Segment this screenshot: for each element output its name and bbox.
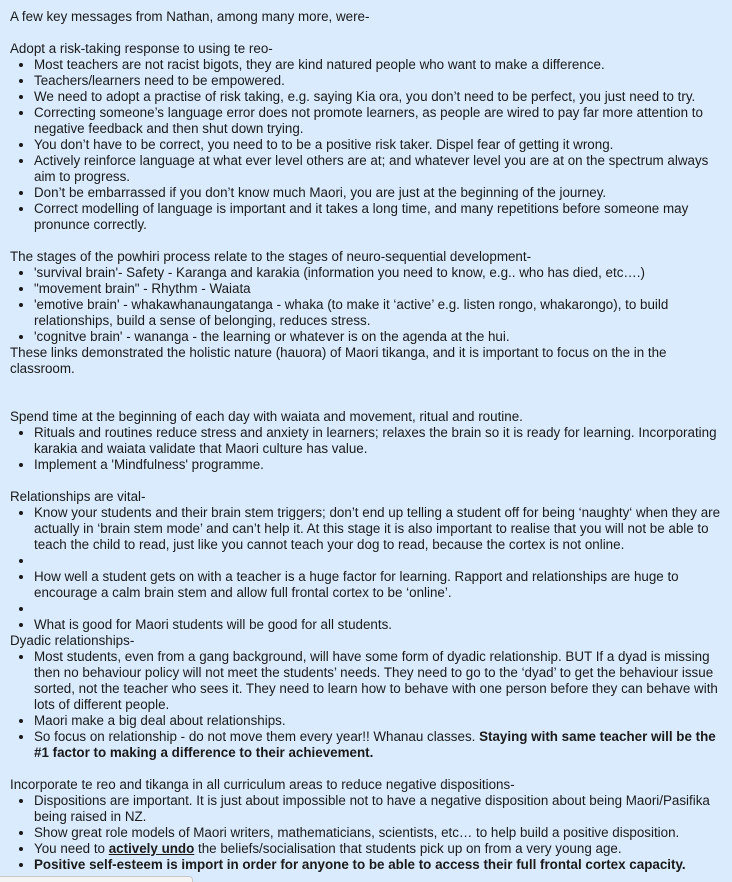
list-item: [34, 729, 726, 761]
list-item: • We need to adopt a practise of risk taking, e.g. saying Kia ora, you don’t need to be perfect, you just need to try.: [34, 89, 726, 105]
list-item-text: So focus on relationship - do not move them every year!! Whanau classes.: [34, 729, 480, 744]
underlined-emphasis: actively undo: [108, 841, 195, 856]
risk-taking-list: [10, 57, 726, 233]
list-item: • Most teachers are not racist bigots, they are kind natured people who want to make a difference.: [34, 57, 726, 73]
list-item: • 'cognitve brain' - wananga - the learning or whatever is on the agenda at the hui.: [34, 329, 726, 345]
ritual-list: [10, 425, 726, 473]
section-heading-dyadic: Dyadic relationships-: [10, 633, 135, 648]
list-item: • 'emotive brain' - whakawhanaungatanga - whaka (to make it ‘active’ e.g. listen rongo, whakarongo), to build relationships, build a sense of belonging, reduces stress.: [34, 297, 726, 329]
list-item: • Correct modelling of language is important and it takes a long time, and many repetitions before someone may pronunce correctly.: [34, 201, 726, 233]
document-body: [10, 9, 726, 873]
curriculum-list: [10, 793, 726, 873]
list-item: • Implement a 'Mindfulness' programme.: [34, 457, 726, 473]
list-item: • What is good for Maori students will be good for all students.: [34, 617, 726, 633]
list-item: • Rituals and routines reduce stress and anxiety in learners; relaxes the brain so it is ready for learning. Incorporating karakia and waiata validate that Maori culture has value.: [34, 425, 726, 457]
list-item: • Show great role models of Maori writers, mathematicians, scientists, etc… to help build a positive disposition.: [34, 825, 726, 841]
list-item: • Positive self-esteem is import in order for anyone to be able to access their full frontal cortex capacity.: [34, 857, 726, 873]
list-item: • Know your students and their brain stem triggers; don’t end up telling a student off for being ‘naughty‘ when they are actually in ‘brain stem mode’ and can’t help it. At this stage it is also important to realise that you will not be able to teach the child to read, just like you cannot teach your dog to read, because the cortex is not online.: [34, 505, 726, 553]
list-item-empty: [34, 553, 726, 569]
section-heading-powhiri: The stages of the powhiri process relate to the stages of neuro-sequential development-: [10, 249, 532, 264]
list-item: • Actively reinforce language at what ever level others are at; and whatever level you are at on the spectrum always aim to progress.: [34, 153, 726, 185]
list-item: • Maori make a big deal about relationships.: [34, 713, 726, 729]
section-heading-ritual: Spend time at the beginning of each day with waiata and movement, ritual and routine.: [10, 409, 523, 424]
intro-line: A few key messages from Nathan, among many more, were-: [10, 9, 370, 24]
list-item-text: You need to: [34, 841, 109, 856]
dyadic-list: [10, 649, 726, 761]
spacer: [10, 233, 726, 249]
list-item: • 'survival brain'- Safety - Karanga and karakia (information you need to know, e.g.. who has died, etc….): [34, 265, 726, 281]
list-item: • Don’t be embarrassed if you don’t know much Maori, you are just at the beginning of the journey.: [34, 185, 726, 201]
list-item: • "movement brain" - Rhythm - Waiata: [34, 281, 726, 297]
spacer: [10, 377, 726, 409]
list-item-empty: [34, 601, 726, 617]
list-item: • How well a student gets on with a teacher is a huge factor for learning. Rapport and relationships are huge to encourage a calm brain stem and allow full frontal cortex to be ‘online’.: [34, 569, 726, 601]
section-heading-curriculum: Incorporate te reo and tikanga in all curriculum areas to reduce negative dispositions-: [10, 777, 515, 792]
bottom-panel-tab: [0, 876, 193, 882]
list-item: • Dispositions are important. It is just about impossible not to have a negative disposition about being Maori/Pasifika being raised in NZ.: [34, 793, 726, 825]
list-item: [34, 841, 726, 857]
list-item: • Correcting someone’s language error does not promote learners, as people are wired to pay far more attention to negative feedback and then shut down trying.: [34, 105, 726, 137]
spacer: [10, 761, 726, 777]
list-item: • Teachers/learners need to be empowered.: [34, 73, 726, 89]
relationships-list: [10, 505, 726, 633]
powhiri-list: [10, 265, 726, 345]
spacer: [10, 473, 726, 489]
powhiri-summary: These links demonstrated the holistic nature (hauora) of Maori tikanga, and it is important to focus on the in the classroom.: [10, 345, 667, 376]
list-item: • You don’t have to be correct, you need to to be a positive risk taker. Dispel fear of getting it wrong.: [34, 137, 726, 153]
list-item-bold-text: Staying with same teacher will be the #1 factor to making a difference to their achievement.: [34, 729, 716, 760]
list-item: • Most students, even from a gang background, will have some form of dyadic relationship. BUT If a dyad is missing then no behaviour policy will not meet the students’ needs. They need to go to the ‘dyad’ to get the behaviour issue sorted, not the teacher who sees it. They need to learn how to behave with one person before they can behave with lots of different people.: [34, 649, 726, 713]
list-item-text: the beliefs/socialisation that students pick up on from a very young age.: [194, 841, 622, 856]
spacer: [10, 25, 726, 41]
section-heading-risk-taking: Adopt a risk-taking response to using te reo-: [10, 41, 273, 56]
section-heading-relationships: Relationships are vital-: [10, 489, 146, 504]
